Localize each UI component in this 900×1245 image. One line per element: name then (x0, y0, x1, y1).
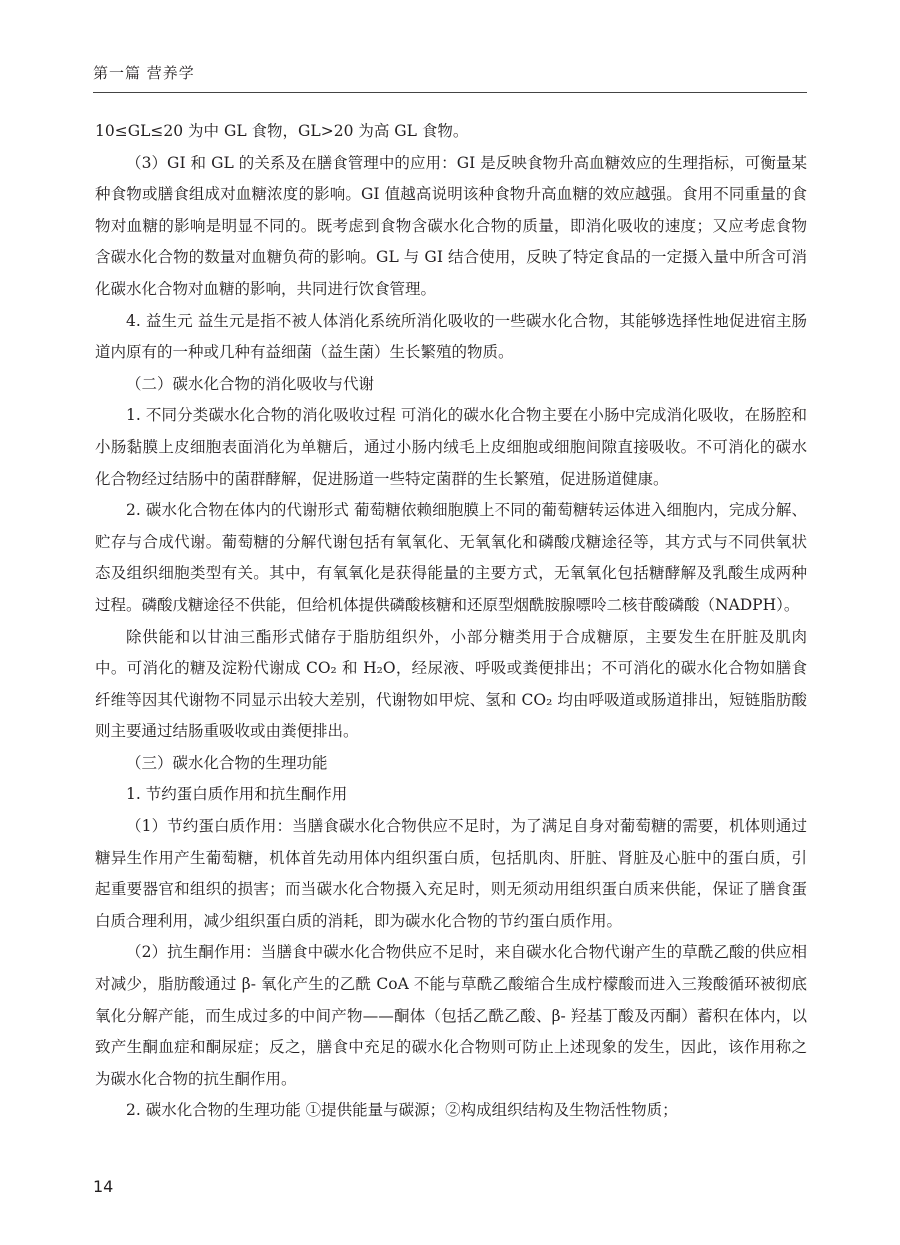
body-text (95, 116, 807, 1127)
section-heading-functions: （三）碳水化合物的生理功能 (126, 753, 328, 772)
header-divider (93, 92, 807, 93)
paragraph-protein-sparing: （1）节约蛋白质作用：当膳食碳水化合物供应不足时，为了满足自身对葡萄糖的需要，机体则通过糖异生作用产生葡萄糖，机体首先动用体内组织蛋白质，包括肌肉、肝脏、肾脏及心脏中的蛋白质，引起重要器官和组织的损害；而当碳水化合物摄入充足时，则无须动用组织蛋白质来供能，保证了膳食蛋白质合理利用，减少组织蛋白质的消耗，即为碳水化合物的节约蛋白质作用。 (95, 817, 807, 930)
section-heading-digestion: （二）碳水化合物的消化吸收与代谢 (126, 374, 375, 393)
paragraph-prebiotics: 4. 益生元 益生元是指不被人体消化系统所消化吸收的一些碳水化合物，其能够选择性地促进宿主肠道内原有的一种或几种有益细菌（益生菌）生长繁殖的物质。 (95, 311, 807, 362)
paragraph-metabolism-forms: 2. 碳水化合物在体内的代谢形式 葡萄糖依赖细胞膜上不同的葡萄糖转运体进入细胞内，完成分解、贮存与合成代谢。葡萄糖的分解代谢包括有氧氧化、无氧氧化和磷酸戊糖途径等，其方式与不同供氧状态及组织细胞类型有关。其中，有氧氧化是获得能量的主要方式，无氧氧化包括糖酵解及乳酸生成两种过程。磷酸戊糖途径不供能，但给机体提供磷酸核糖和还原型烟酰胺腺嘌呤二核苷酸磷酸（NADPH）。 (95, 501, 807, 614)
paragraph-gi-gl-relationship: （3）GI 和 GL 的关系及在膳食管理中的应用：GI 是反映食物升高血糖效应的生理指标，可衡量某种食物或膳食组成对血糖浓度的影响。GI 值越高说明该种食物升高血糖的效应越强。食用不同重量的食物对血糖的影响是明显不同的。既考虑到食物含碳水化合物的质量，即消化吸收的速度；又应考虑食物含碳水化合物的数量对血糖负荷的影响。GL 与 GI 结合使用，反映了特定食品的一定摄入量中所含可消化碳水化合物对血糖的影响，共同进行饮食管理。 (95, 153, 807, 298)
paragraph-digestion-process: 1. 不同分类碳水化合物的消化吸收过程 可消化的碳水化合物主要在小肠中完成消化吸收，在肠腔和小肠黏膜上皮细胞表面消化为单糖后，通过小肠内绒毛上皮细胞或细胞间隙直接吸收。不可消化的碳水化合物经过结肠中的菌群酵解，促进肠道一些特定菌群的生长繁殖，促进肠道健康。 (95, 406, 807, 488)
paragraph-storage-excretion: 除供能和以甘油三酯形式储存于脂肪组织外，小部分糖类用于合成糖原，主要发生在肝脏及肌肉中。可消化的糖及淀粉代谢成 CO₂ 和 H₂O，经尿液、呼吸或粪便排出；不可消化的碳水化合物如膳食纤维等因其代谢物不同显示出较大差别，代谢物如甲烷、氢和 CO₂ 均由呼吸道或肠道排出，短链脂肪酸则主要通过结肠重吸收或由粪便排出。 (95, 627, 807, 741)
paragraph-antiketogenic: （2）抗生酮作用：当膳食中碳水化合物供应不足时，来自碳水化合物代谢产生的草酰乙酸的供应相对减少，脂肪酸通过 β- 氧化产生的乙酰 CoA 不能与草酰乙酸缩合生成柠檬酸而进入三羧酸循环被彻底氧化分解产能，而生成过多的中间产物——酮体（包括乙酰乙酸、β- 羟基丁酸及丙酮）蓄积在体内，以致产生酮血症和酮尿症；反之，膳食中充足的碳水化合物则可防止上述现象的发生，因此，该作用称之为碳水化合物的抗生酮作用。 (95, 943, 807, 1088)
paragraph-physiological-functions: 2. 碳水化合物的生理功能 ①提供能量与碳源；②构成组织结构及生物活性物质； (126, 1101, 678, 1120)
page-number: 14 (93, 1177, 114, 1196)
subheading-protein-sparing: 1. 节约蛋白质作用和抗生酮作用 (126, 785, 348, 804)
paragraph-gl-range: 10≤GL≤20 为中 GL 食物，GL>20 为高 GL 食物。 (95, 122, 469, 140)
running-header: 第一篇 营养学 (93, 64, 195, 82)
